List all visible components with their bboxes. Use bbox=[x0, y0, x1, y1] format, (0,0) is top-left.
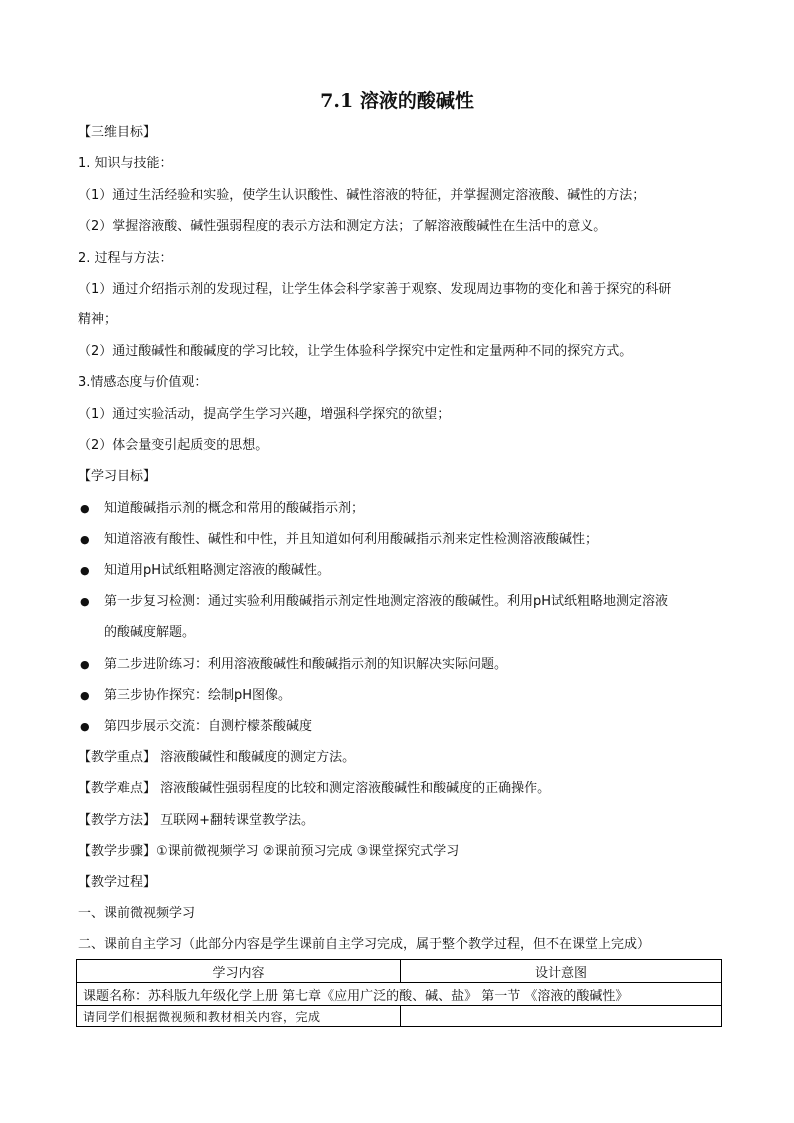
process-item-1-cont: 精神； bbox=[78, 312, 118, 327]
table-header-intent: 设计意图 bbox=[401, 960, 722, 983]
bullet: ● bbox=[80, 658, 90, 671]
teaching-method: 【教学方法】 互联网+翻转课堂教学法。 bbox=[78, 813, 315, 828]
attitude-item-2: （2）体会量变引起质变的思想。 bbox=[78, 438, 269, 453]
goal-item: 第四步展示交流：自测柠檬茶酸碱度 bbox=[104, 719, 313, 734]
study-table bbox=[76, 959, 722, 1027]
table-cell-instruction: 请同学们根据微视频和教材相关内容，完成 bbox=[77, 1006, 401, 1027]
goal-item: 第三步协作探究：绘制pH图像。 bbox=[104, 688, 292, 703]
goal-item: 知道酸碱指示剂的概念和常用的酸碱指示剂； bbox=[104, 501, 365, 516]
knowledge-skills-heading: 1. 知识与技能： bbox=[78, 156, 173, 171]
table-header-content: 学习内容 bbox=[77, 960, 401, 983]
bullet: ● bbox=[80, 720, 90, 733]
process-item-1: （1）通过介绍指示剂的发现过程，让学生体会科学家善于观察、发现周边事物的变化和善于探究的科研 bbox=[78, 282, 672, 297]
teaching-steps: 【教学步骤】①课前微视频学习 ②课前预习完成 ③课堂探究式学习 bbox=[78, 844, 460, 859]
goal-item-cont: 的酸碱度解题。 bbox=[104, 625, 196, 640]
teaching-key-point: 【教学重点】 溶液酸碱性和酸碱度的测定方法。 bbox=[78, 750, 356, 765]
teaching-difficulty: 【教学难点】 溶液酸碱性强弱程度的比较和测定溶液酸碱性和酸碱度的正确操作。 bbox=[78, 781, 551, 796]
attitude-heading: 3.情感态度与价值观： bbox=[78, 375, 208, 390]
goal-item: 第一步复习检测：通过实验利用酸碱指示剂定性地测定溶液的酸碱性。利用pH试纸粗略地测定溶液 bbox=[104, 594, 669, 609]
part-2-heading: 二、课前自主学习（此部分内容是学生课前自主学习完成，属于整个教学过程，但不在课堂上完成） bbox=[78, 937, 651, 952]
part-1-heading: 一、课前微视频学习 bbox=[78, 906, 196, 921]
table-cell-empty bbox=[401, 1006, 722, 1027]
document-title: 7.1 溶液的酸碱性 bbox=[320, 90, 474, 112]
table-row bbox=[77, 1006, 722, 1027]
bullet: ● bbox=[80, 533, 90, 546]
process-method-heading: 2. 过程与方法： bbox=[78, 251, 173, 266]
goal-item: 第二步进阶练习：利用溶液酸碱性和酸碱指示剂的知识解决实际问题。 bbox=[104, 657, 508, 672]
knowledge-item-2: （2）掌握溶液酸、碱性强弱程度的表示方法和测定方法；了解溶液酸碱性在生活中的意义。 bbox=[78, 219, 607, 234]
attitude-item-1: （1）通过实验活动，提高学生学习兴趣，增强科学探究的欲望； bbox=[78, 407, 451, 422]
heading-learning-goals: 【学习目标】 bbox=[78, 469, 157, 484]
knowledge-item-1: （1）通过生活经验和实验，使学生认识酸性、碱性溶液的特征，并掌握测定溶液酸、碱性的方法； bbox=[78, 188, 646, 203]
bullet: ● bbox=[80, 595, 90, 608]
goal-item: 知道用pH试纸粗略测定溶液的酸碱性。 bbox=[104, 563, 331, 578]
bullet: ● bbox=[80, 689, 90, 702]
table-row bbox=[77, 983, 722, 1006]
heading-3d-goals: 【三维目标】 bbox=[78, 125, 157, 140]
goal-item: 知道溶液有酸性、碱性和中性，并且知道如何利用酸碱指示剂来定性检测溶液酸碱性； bbox=[104, 532, 599, 547]
teaching-process-heading: 【教学过程】 bbox=[78, 875, 157, 890]
process-item-2: （2）通过酸碱性和酸碱度的学习比较，让学生体验科学探究中定性和定量两种不同的探究方式。 bbox=[78, 344, 633, 359]
bullet: ● bbox=[80, 502, 90, 515]
bullet: ● bbox=[80, 564, 90, 577]
table-header-row bbox=[77, 960, 722, 983]
table-cell-topic: 课题名称：苏科版九年级化学上册 第七章《应用广泛的酸、碱、盐》 第一节 《溶液的酸碱性》 bbox=[77, 983, 722, 1006]
